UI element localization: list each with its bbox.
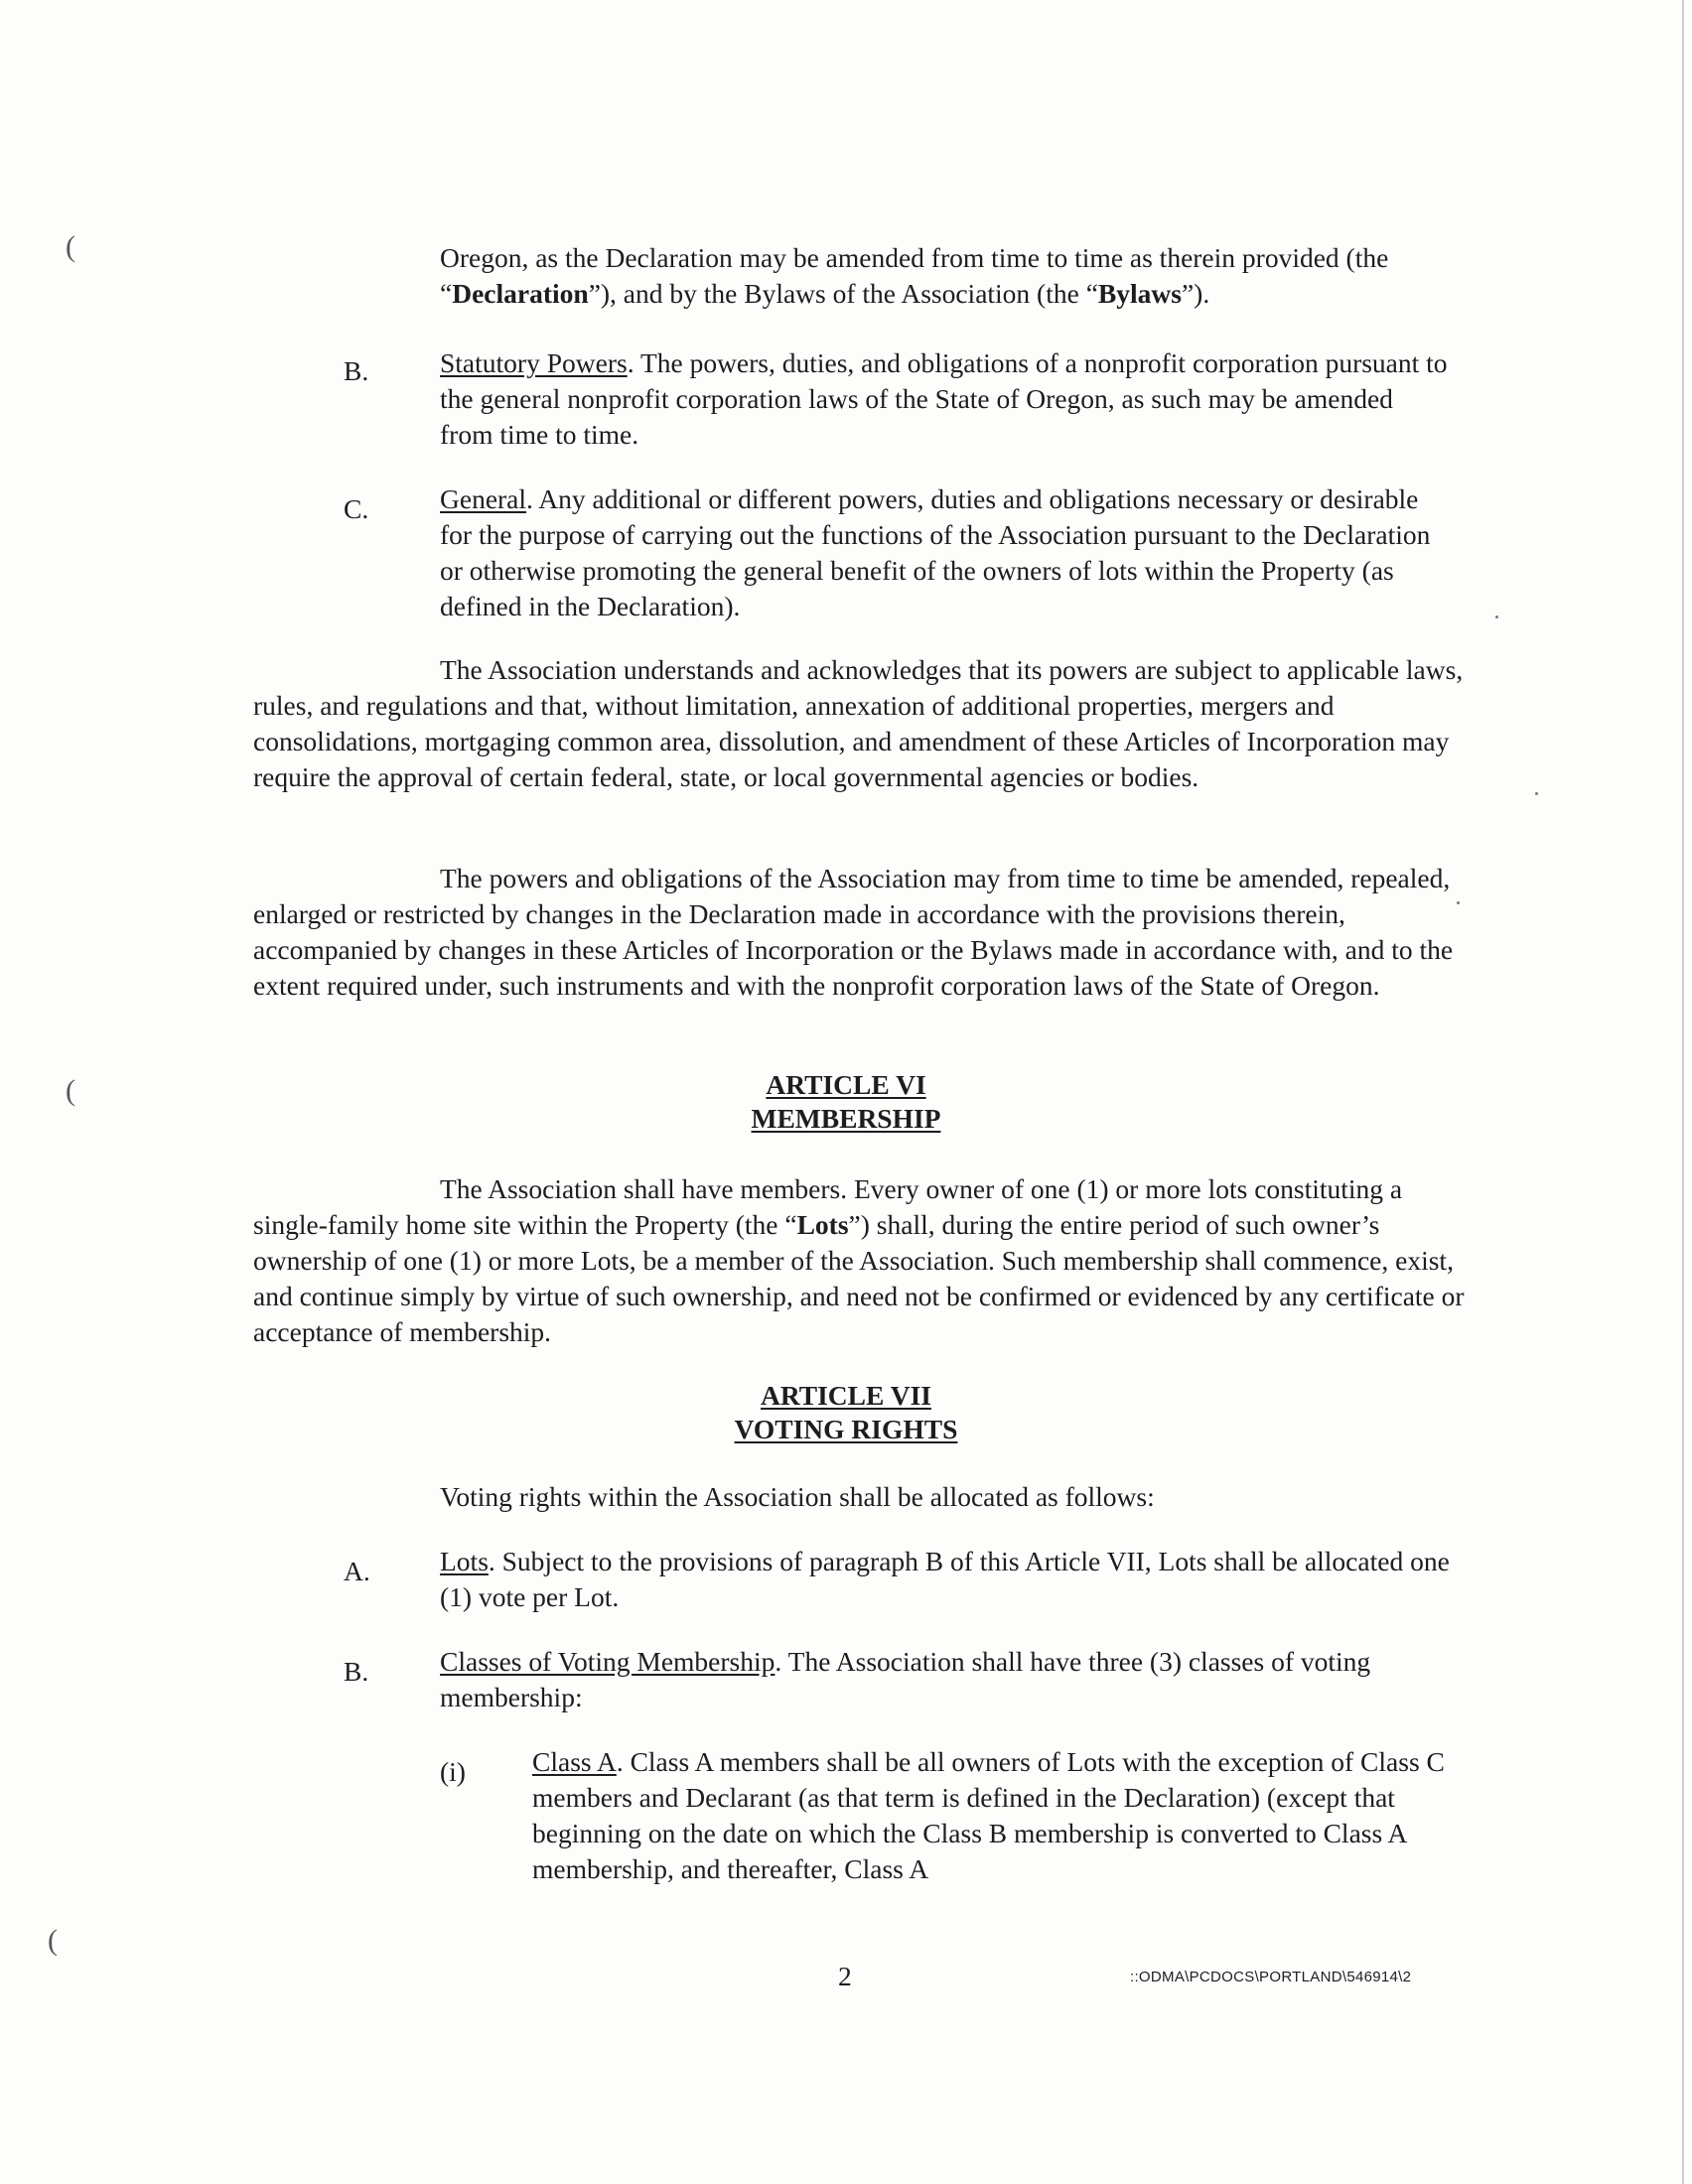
continuation-paragraph: Oregon, as the Declaration may be amended from time to time as therein provided (the “Declaration”), and by the Bylaws of the Association (the “Bylaws”). — [440, 242, 1389, 309]
item-b-statutory-powers: Statutory Powers. The powers, duties, and obligations of a nonprofit corporation pursuant to the general nonprofit corporation laws of the State of Oregon, as such may be amended from time to time. — [440, 347, 1448, 450]
item-a-lots: Lots. Subject to the provisions of paragraph B of this Article VII, Lots shall be allocated one (1) vote per Lot. — [440, 1546, 1450, 1612]
article-vi-number: ARTICLE VI — [766, 1069, 926, 1100]
scan-speck — [1495, 615, 1498, 618]
item-a-label: A. — [344, 1556, 370, 1586]
article-vi-title: MEMBERSHIP — [751, 1103, 941, 1134]
item-i-label: (i) — [440, 1756, 466, 1787]
scan-speck — [1535, 792, 1538, 795]
membership-paragraph: The Association shall have members. Every owner of one (1) or more lots constituting a single-family home site within the Property (the “Lots”) shall, during the entire period of such owner’s ownership of one (1) or more Lots, be a member of the Association. Such membership shall commence, exist, and continue simply by virtue of such ownership, and need not be confirmed or evidenced by any certificate or acceptance of membership. — [253, 1173, 1465, 1347]
article-vii-number: ARTICLE VII — [761, 1380, 931, 1411]
item-b-voting-label: B. — [344, 1656, 369, 1687]
powers-subject-paragraph: The Association understands and acknowledges that its powers are subject to applicable laws, rules, and regulations and that, without limitation, annexation of additional properties, mergers and consolidations, mortgaging common area, dissolution, and amendment of these Articles of Incorporation may require the approval of certain federal, state, or local governmental agencies or bodies. — [253, 654, 1464, 792]
article-vii-heading — [0, 1379, 1692, 1446]
article-vii-title: VOTING RIGHTS — [734, 1414, 958, 1444]
item-c-general: General. Any additional or different powers, duties and obligations necessary or desirable for the purpose of carrying out the functions of the Association pursuant to the Declaration or otherwise promoting the general benefit of the owners of lots within the Property (as defined in the Declaration). — [440, 483, 1431, 621]
item-c-label: C. — [344, 493, 369, 524]
voting-rights-intro: Voting rights within the Association shall be allocated as follows: — [440, 1481, 1155, 1512]
item-b-label: B. — [344, 355, 369, 386]
item-b-classes-of-voting: Classes of Voting Membership. The Association shall have three (3) classes of voting membership: — [440, 1646, 1371, 1712]
powers-amendment-paragraph: The powers and obligations of the Association may from time to time be amended, repealed, enlarged or restricted by changes in the Declaration made in accordance with the provisions therein, accompanied by changes in these Articles of Incorporation or the Bylaws made in accordance with, and to the extent required under, such instruments and with the nonprofit corporation laws of the State of Oregon. — [253, 863, 1454, 1001]
scan-margin-mark: ( — [48, 1924, 58, 1957]
item-i-class-a: Class A. Class A members shall be all owners of Lots with the exception of Class C members and Declarant (as that term is defined in the Declaration) (except that beginning on the date on which the Class B membership is converted to Class A membership, and thereafter, Class A — [532, 1746, 1445, 1884]
page-number: 2 — [838, 1961, 852, 1991]
scan-margin-mark: ( — [66, 1074, 75, 1107]
document-path: ::ODMA\PCDOCS\PORTLAND\546914\2 — [1130, 1969, 1412, 1985]
article-vi-heading — [0, 1068, 1692, 1136]
scan-margin-mark: ( — [66, 230, 75, 263]
